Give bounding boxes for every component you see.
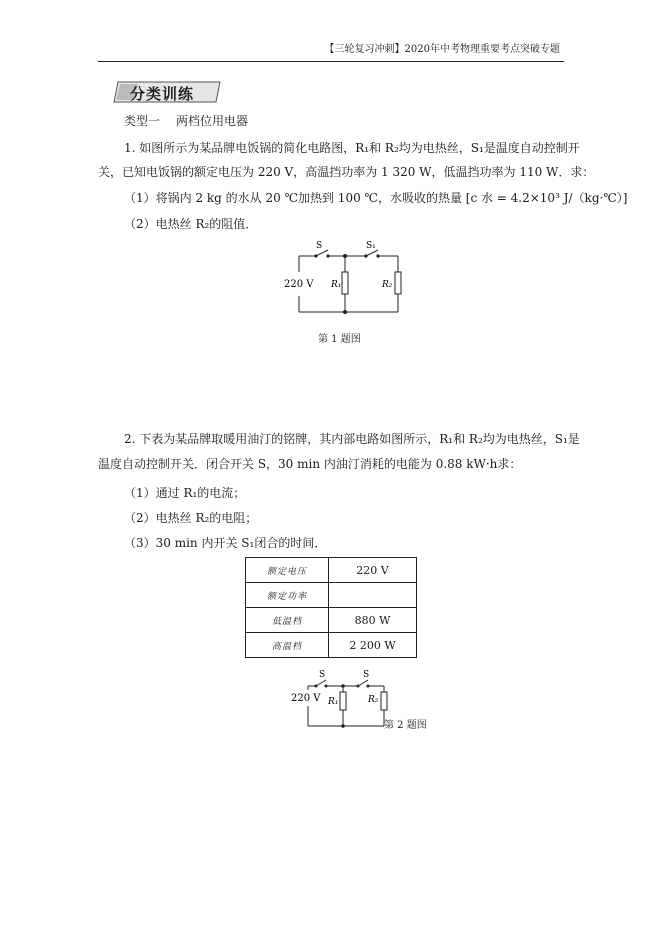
table-row	[246, 633, 417, 658]
q1-circuit-diagram	[278, 238, 418, 320]
table-key: 额定功率	[246, 583, 329, 608]
q2-switch-s1-label: S	[363, 670, 370, 680]
q1-line1: 1. 如图所示为某品牌电饭锅的简化电路图，R₁和 R₂均为电热丝，S₁是温度自动控制开	[124, 141, 580, 155]
q1-r2-label: R₂	[382, 280, 393, 290]
table-row	[246, 583, 417, 608]
nameplate-table	[245, 557, 417, 658]
table-value: 880 W	[329, 608, 417, 633]
q2-sub1: （1）通过 R₁的电流；	[124, 486, 246, 500]
section-badge-label: 分类训练	[130, 85, 195, 103]
q1-sub2: （2）电热丝 R₂的阻值．	[124, 217, 258, 231]
q2-circuit-diagram	[286, 664, 390, 730]
table-key: 低温档	[246, 608, 329, 633]
table-key: 额定电压	[246, 558, 329, 583]
q2-figure-caption: 第 2 题图	[384, 720, 427, 731]
q1-r1-label: R₁	[331, 280, 342, 290]
q2-switch-s-label: S	[319, 670, 326, 680]
q1-switch-s-label: S	[316, 241, 323, 251]
table-row	[246, 558, 417, 583]
table-value: 220 V	[329, 558, 417, 583]
q1-voltage-label: 220 V	[284, 279, 314, 290]
q2-sub3: （3）30 min 内开关 S₁闭合的时间．	[124, 536, 327, 550]
q2-line1: 2. 下表为某品牌取暖用油汀的铭牌，其内部电路如图所示，R₁和 R₂均为电热丝，S₁是	[124, 432, 580, 446]
table-row	[246, 608, 417, 633]
q1-sub1: （1）将锅内 2 kg 的水从 20 ℃加热到 100 ℃，水吸收的热量 [c 水 = 4.2×10³ J/（kg·℃）]	[124, 191, 628, 205]
q2-sub2: （2）电热丝 R₂的电阻；	[124, 511, 258, 525]
q1-line2: 关，已知电饭锅的额定电压为 220 V，高温挡功率为 1 320 W，低温挡功率为 110 W．求：	[98, 165, 595, 179]
table-value: 2 200 W	[329, 633, 417, 658]
q1-figure-caption: 第 1 题图	[318, 334, 361, 345]
q2-line2: 温度自动控制开关．闭合开关 S，30 min 内油汀消耗的电能为 0.88 kW·h求：	[98, 457, 522, 471]
table-key: 高温档	[246, 633, 329, 658]
q2-voltage-label: 220 V	[291, 693, 321, 704]
page-header: 【三轮复习冲刺】2020年中考物理重要考点突破专题	[324, 44, 560, 55]
q2-r2-label: R₂	[368, 695, 379, 705]
q1-switch-s1-label: S₁	[366, 241, 376, 251]
header-divider	[98, 61, 564, 62]
type-label: 类型一	[124, 114, 161, 128]
q2-r1-label: R₁	[328, 697, 339, 707]
table-value	[329, 583, 417, 608]
type-name: 两档位用电器	[176, 114, 249, 128]
